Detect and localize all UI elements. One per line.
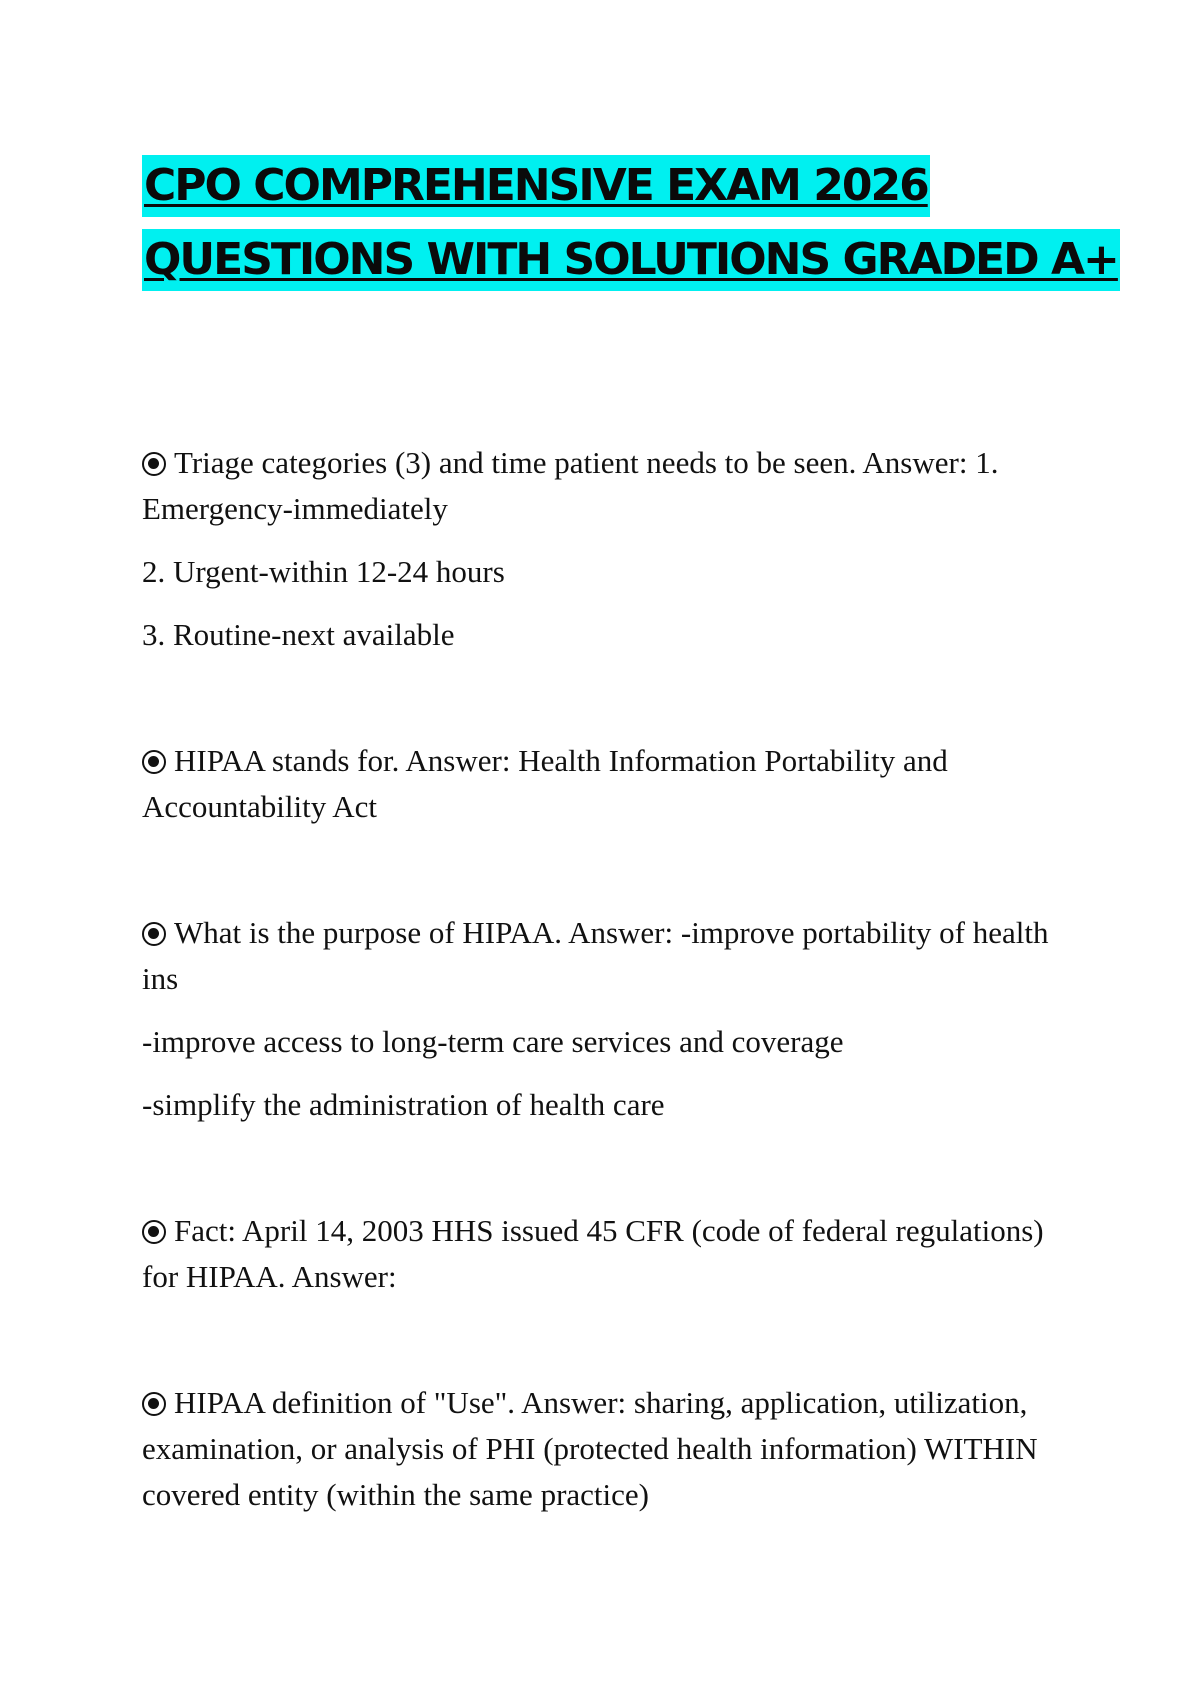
qa-item — [142, 910, 1082, 1128]
qa-item — [142, 440, 1082, 658]
title-line-2: QUESTIONS WITH SOLUTIONS GRADED A+ — [142, 229, 1120, 291]
answer-label: Answer: — [568, 915, 674, 950]
radio-bullet-icon — [142, 1220, 166, 1244]
qa-item — [142, 738, 1082, 830]
answer-text: sharing, application, utilization, examination, or analysis of PHI (protected health information) WITHIN covered entity (within the same practice) — [142, 1385, 1038, 1512]
answer-line: -improve access to long-term care services and coverage — [142, 1024, 844, 1059]
question-list — [142, 440, 1082, 1598]
answer-label: Answer: — [862, 445, 968, 480]
answer-line: 2. Urgent-within 12-24 hours — [142, 554, 505, 589]
question-paragraph — [142, 1380, 1082, 1518]
question-paragraph — [142, 1208, 1082, 1300]
radio-bullet-icon — [142, 750, 166, 774]
qa-item — [142, 1208, 1082, 1300]
question-paragraph — [142, 738, 1082, 830]
answer-line: -simplify the administration of health care — [142, 1087, 665, 1122]
radio-bullet-icon — [142, 922, 166, 946]
answer-line: 3. Routine-next available — [142, 617, 455, 652]
answer-label: Answer: — [291, 1259, 397, 1294]
answer-text: Health Information Portability and Accountability Act — [142, 743, 948, 824]
question-text: What is the purpose of HIPAA. — [174, 915, 563, 950]
answer-label: Answer: — [405, 743, 511, 778]
answer-text: -improve portability of health ins — [142, 915, 1049, 996]
question-text: Triage categories (3) and time patient needs to be seen. — [174, 445, 857, 480]
answer-label: Answer: — [521, 1385, 627, 1420]
question-text: Fact: April 14, 2003 HHS issued 45 CFR (code of federal regulations) for HIPAA. — [142, 1213, 1044, 1294]
question-text: HIPAA definition of "Use". — [174, 1385, 516, 1420]
question-paragraph — [142, 910, 1082, 1002]
answer-text: 1. Emergency-immediately — [142, 445, 999, 526]
document-title — [142, 155, 1120, 291]
question-paragraph — [142, 440, 1082, 532]
radio-bullet-icon — [142, 1392, 166, 1416]
qa-item — [142, 1380, 1082, 1518]
radio-bullet-icon — [142, 452, 166, 476]
question-text: HIPAA stands for. — [174, 743, 400, 778]
title-line-1: CPO COMPREHENSIVE EXAM 2026 — [142, 155, 930, 217]
